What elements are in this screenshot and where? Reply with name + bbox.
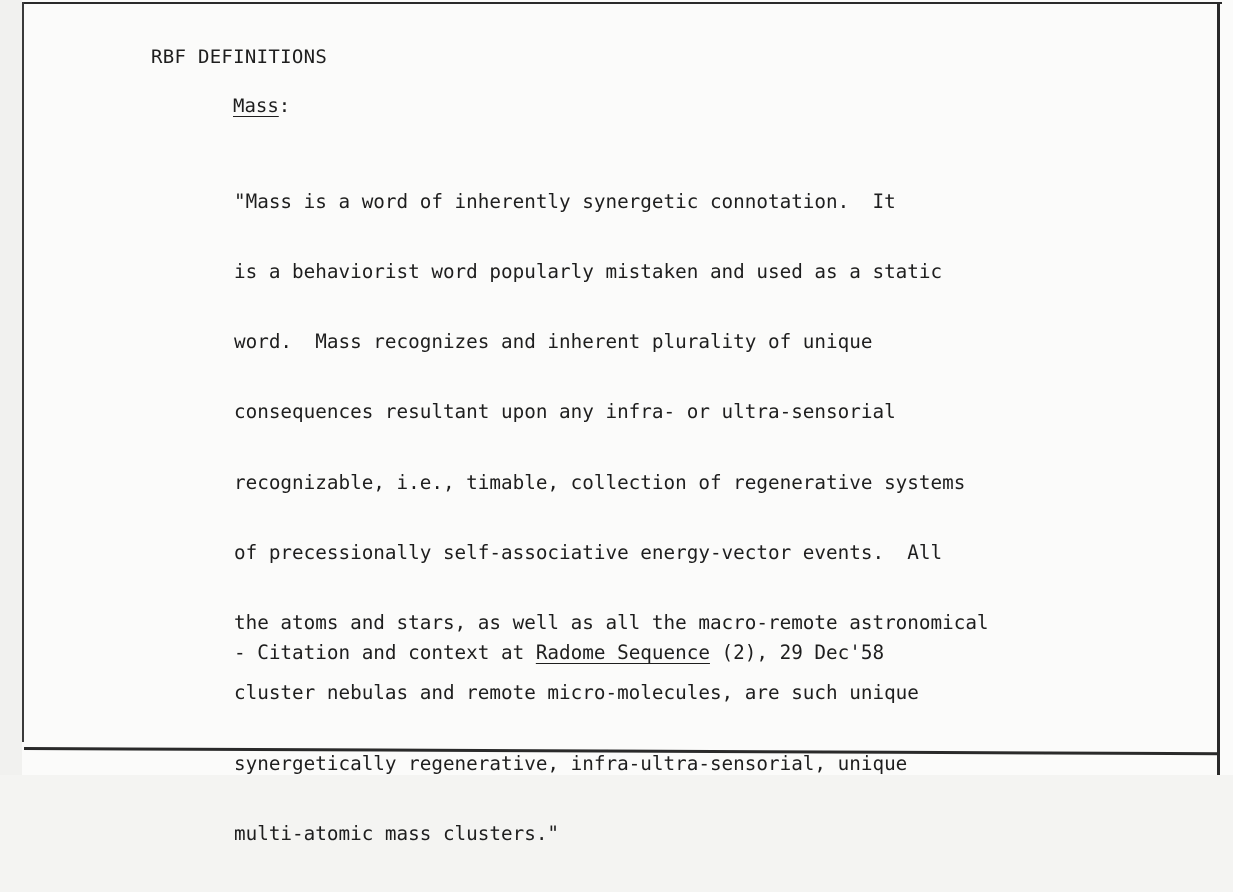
card-border-top <box>24 2 1222 4</box>
quote-line: multi-atomic mass clusters." <box>234 821 560 845</box>
citation <box>234 641 884 664</box>
quote-line: cluster nebulas and remote micro-molecules, are such unique <box>234 681 919 705</box>
quote-line: is a behaviorist word popularly mistaken and used as a static <box>234 260 943 284</box>
citation-link[interactable]: Radome Sequence <box>535 641 710 664</box>
quote-line: synergetically regenerative, infra-ultra-sensorial, unique <box>234 751 908 775</box>
citation-suffix: (2), 29 Dec'58 <box>709 641 885 664</box>
left-margin <box>0 0 22 775</box>
card-border-right <box>1217 2 1220 775</box>
card-border-left <box>22 2 24 742</box>
quote-line: consequences resultant upon any infra- or ultra-sensorial <box>234 400 896 424</box>
definition-quote <box>234 143 989 892</box>
quote-line: recognizable, i.e., timable, collection of regenerative systems <box>234 470 966 494</box>
term-title <box>233 95 290 117</box>
term-word: Mass <box>233 95 279 117</box>
term-colon: : <box>278 95 291 117</box>
quote-line: "Mass is a word of inherently synergetic connotation. It <box>234 189 896 213</box>
document-heading: RBF DEFINITIONS <box>151 46 328 68</box>
quote-line: word. Mass recognizes and inherent plurality of unique <box>234 330 873 354</box>
citation-prefix: - Citation and context at <box>234 641 536 664</box>
quote-line: the atoms and stars, as well as all the macro-remote astronomical <box>234 611 989 635</box>
quote-line: of precessionally self-associative energy-vector events. All <box>234 540 943 564</box>
